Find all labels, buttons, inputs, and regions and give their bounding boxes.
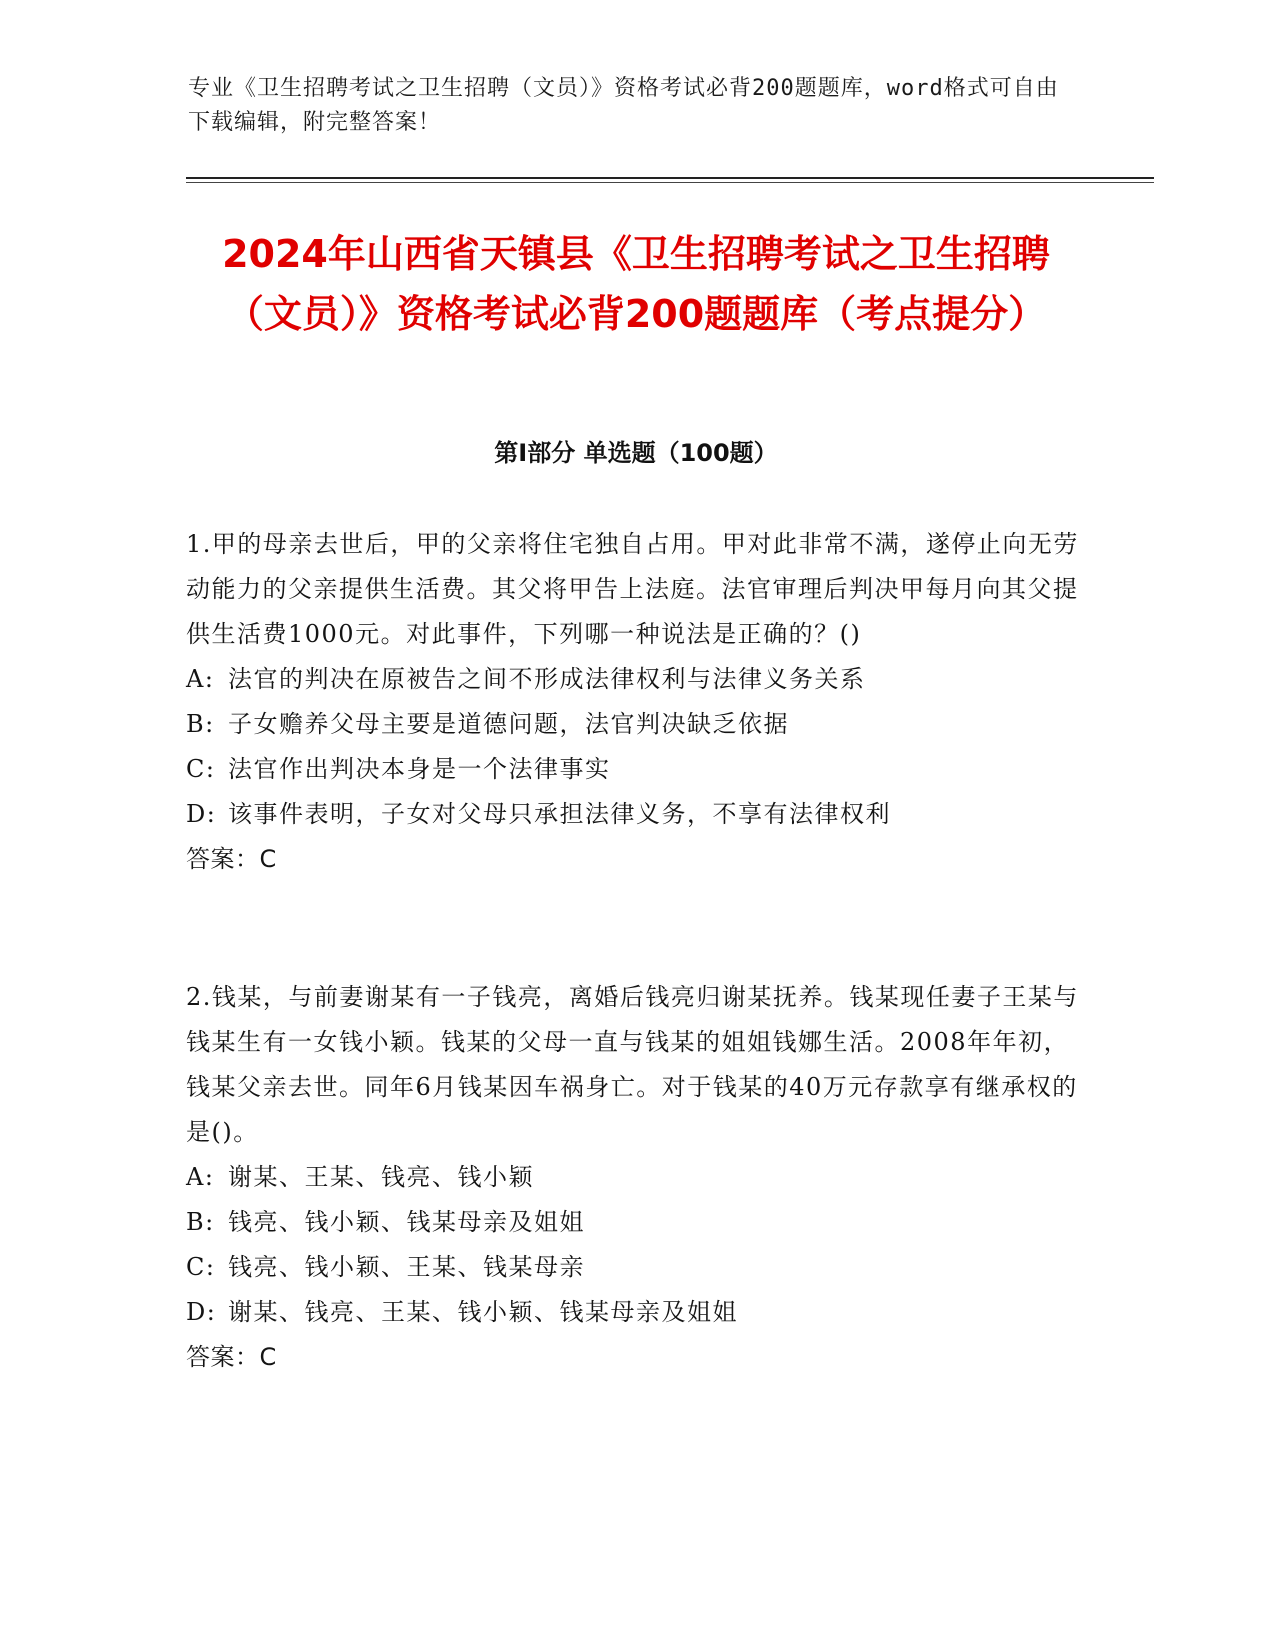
document-title: 2024年山西省天镇县《卫生招聘考试之卫生招聘（文员）》资格考试必背200题题库（考点提分） [222,232,1050,336]
option-text: 该事件表明，子女对父母只承担法律义务，不享有法律权利 [228,800,891,828]
question-1 [186,522,1086,882]
option-c [186,747,1086,792]
option-text: 钱亮、钱小颖、钱某母亲及姐姐 [228,1208,585,1236]
header-divider-thin [186,182,1154,183]
header-note: 专业《卫生招聘考试之卫生招聘（文员）》资格考试必背200题题库，word格式可自由下载编辑，附完整答案！ [188,76,1059,135]
option-b [186,1200,1086,1245]
option-text: 法官的判决在原被告之间不形成法律权利与法律义务关系 [228,665,866,693]
option-text: 谢某、王某、钱亮、钱小颖 [228,1163,534,1191]
option-a [186,1155,1086,1200]
option-key: B: [186,710,215,738]
option-a [186,657,1086,702]
option-key: A: [186,1163,215,1191]
option-text: 法官作出判决本身是一个法律事实 [228,755,611,783]
option-key: A: [186,665,215,693]
question-2 [186,975,1086,1380]
section-title: 第I部分 单选题（100题） [494,439,778,467]
option-d [186,792,1086,837]
option-text: 谢某、钱亮、王某、钱小颖、钱某母亲及姐姐 [228,1298,738,1326]
question-stem: 2.钱某，与前妻谢某有一子钱亮，离婚后钱亮归谢某抚养。钱某现任妻子王某与钱某生有一女钱小颖。钱某的父母一直与钱某的姐姐钱娜生活。2008年年初，钱某父亲去世。同年6月钱某因车祸身亡。对于钱某的40万元存款享有继承权的是()。 [186,983,1079,1146]
answer: 答案：C [186,845,277,873]
option-d [186,1290,1086,1335]
option-key: B: [186,1208,215,1236]
option-key: C: [186,755,216,783]
option-c [186,1245,1086,1290]
option-text: 子女赡养父母主要是道德问题，法官判决缺乏依据 [228,710,789,738]
option-key: C: [186,1253,216,1281]
option-b [186,702,1086,747]
header-divider [186,177,1154,179]
option-key: D: [186,800,217,828]
option-key: D: [186,1298,217,1326]
answer: 答案：C [186,1343,277,1371]
question-stem: 1.甲的母亲去世后，甲的父亲将住宅独自占用。甲对此非常不满，遂停止向无劳动能力的父亲提供生活费。其父将甲告上法庭。法官审理后判决甲每月向其父提供生活费1000元。对此事件，下列哪一种说法是正确的？() [186,530,1079,648]
option-text: 钱亮、钱小颖、王某、钱某母亲 [228,1253,585,1281]
